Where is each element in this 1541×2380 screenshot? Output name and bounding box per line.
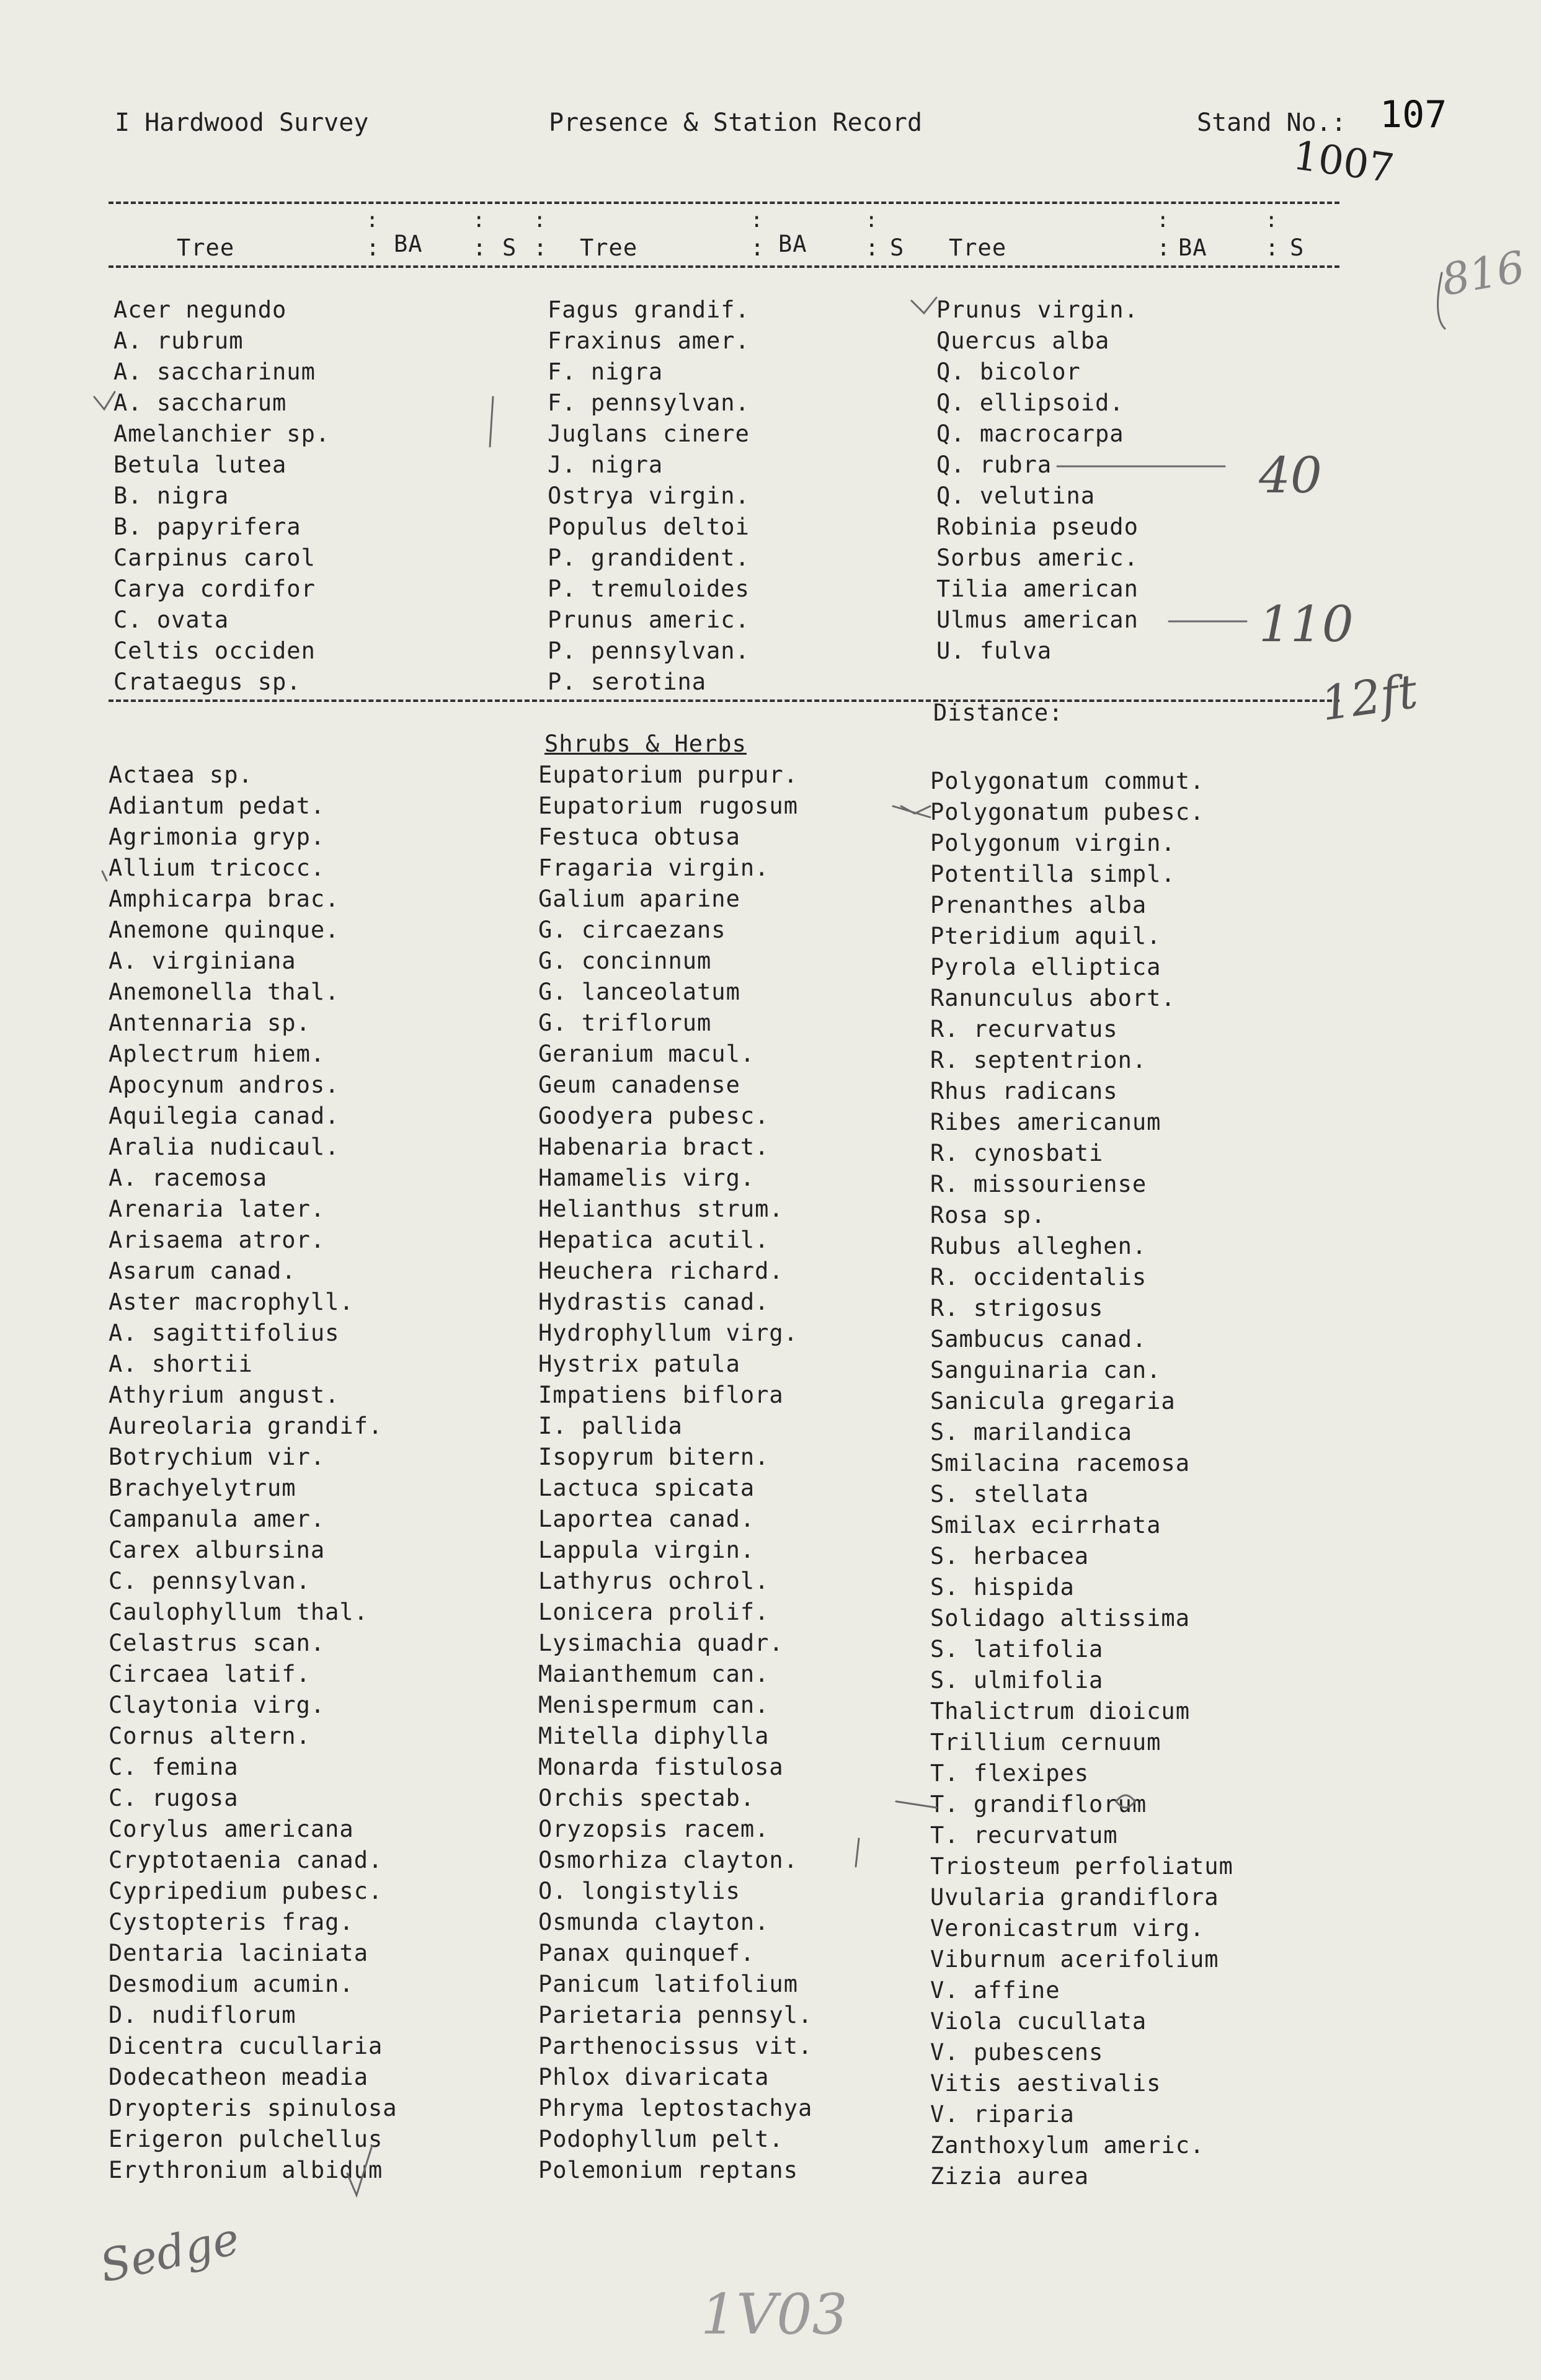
species-entry: P. serotina: [548, 668, 707, 695]
species-entry: C. pennsylvan.: [109, 1568, 311, 1594]
species-entry: R. occidentalis: [930, 1264, 1147, 1290]
species-entry: V. riparia: [930, 2101, 1075, 2128]
species-entry: Cornus altern.: [109, 1723, 311, 1749]
species-entry: Campanula amer.: [109, 1506, 326, 1532]
species-entry: Pteridium aquil.: [930, 923, 1161, 949]
species-entry: Panax quinquef.: [538, 1940, 755, 1966]
species-entry: Dentaria laciniata: [109, 1940, 368, 1966]
species-entry: G. lanceolatum: [538, 979, 740, 1005]
species-entry: G. concinnum: [538, 948, 712, 974]
species-entry: Goodyera pubesc.: [538, 1103, 770, 1129]
species-entry: Laportea canad.: [538, 1506, 755, 1532]
species-entry: Orchis spectab.: [538, 1785, 755, 1811]
species-entry: Polemonium reptans: [538, 2157, 798, 2183]
distance-label: Distance:: [933, 699, 1064, 726]
stand-label: Stand No.:: [1197, 109, 1346, 137]
species-entry: Viola cucullata: [930, 2008, 1147, 2035]
checkmark-prunus: [912, 298, 936, 313]
species-entry: Oryzopsis racem.: [538, 1816, 770, 1842]
bottom-note: 1V03: [701, 2282, 848, 2347]
species-entry: Hydrastis canad.: [538, 1289, 770, 1315]
species-entry: Brachyelytrum: [109, 1475, 296, 1501]
species-entry: Rhus radicans: [930, 1078, 1118, 1104]
species-entry: Asarum canad.: [109, 1258, 296, 1284]
species-entry: C. ovata: [113, 606, 229, 633]
species-entry: Osmorhiza clayton.: [538, 1847, 798, 1873]
species-entry: Geum canadense: [538, 1072, 740, 1098]
species-entry: Betula lutea: [113, 451, 287, 478]
species-entry: Hepatica acutil.: [538, 1227, 770, 1253]
species-entry: Impatiens biflora: [538, 1382, 784, 1408]
species-entry: R. septentrion.: [930, 1047, 1147, 1073]
checkmark-sedge: [347, 2146, 372, 2195]
species-entry: Monarda fistulosa: [538, 1754, 784, 1780]
column-header-tree: Tree: [949, 234, 1007, 261]
species-entry: O. longistylis: [538, 1878, 740, 1904]
species-entry: S. latifolia: [930, 1636, 1104, 1663]
species-entry: G. triflorum: [538, 1010, 712, 1036]
species-entry: Quercus alba: [936, 327, 1110, 354]
species-entry: A. racemosa: [109, 1165, 268, 1191]
species-entry: Aster macrophyll.: [109, 1289, 354, 1315]
species-entry: F. pennsylvan.: [548, 389, 750, 416]
species-entry: Dryopteris spinulosa: [109, 2095, 397, 2121]
species-entry: V. affine: [930, 1977, 1060, 2004]
species-entry: Rosa sp.: [930, 1202, 1046, 1228]
species-entry: Populus deltoi: [548, 513, 750, 540]
species-entry: A. saccharum: [113, 389, 287, 416]
species-entry: R. missouriense: [930, 1171, 1147, 1197]
species-entry: J. nigra: [548, 451, 664, 478]
species-entry: T. recurvatum: [930, 1822, 1118, 1849]
species-entry: Botrychium vir.: [109, 1444, 326, 1470]
species-entry: Geranium macul.: [538, 1041, 755, 1067]
species-entry: Sanguinaria can.: [930, 1357, 1161, 1383]
species-entry: Adiantum pedat.: [109, 793, 326, 819]
species-entry: T. grandiflorum: [930, 1791, 1147, 1818]
species-entry: Tilia american: [936, 575, 1139, 602]
species-entry: Solidago altissima: [930, 1605, 1190, 1632]
species-entry: Arisaema atror.: [109, 1227, 326, 1253]
species-entry: Crataegus sp.: [113, 668, 301, 695]
species-entry: Apocynum andros.: [109, 1072, 340, 1098]
species-entry: Aquilegia canad.: [109, 1103, 340, 1129]
species-entry: Osmunda clayton.: [538, 1909, 770, 1935]
species-entry: A. saccharinum: [113, 358, 316, 385]
species-entry: Erythronium albidum: [109, 2157, 383, 2183]
species-entry: P. grandident.: [548, 544, 750, 571]
species-entry: Mitella diphylla: [538, 1723, 770, 1749]
species-entry: A. shortii: [109, 1351, 253, 1377]
species-entry: Galium aparine: [538, 886, 740, 912]
species-entry: Lysimachia quadr.: [538, 1630, 784, 1656]
species-entry: A. rubrum: [113, 327, 244, 354]
colon-mark: :: [1157, 234, 1171, 261]
species-entry: Caulophyllum thal.: [109, 1599, 368, 1625]
shrubs-heading: Shrubs & Herbs: [544, 730, 747, 757]
species-entry: Smilacina racemosa: [930, 1450, 1190, 1476]
column-header-ba: BA: [394, 231, 423, 257]
species-entry: Triosteum perfoliatum: [930, 1853, 1233, 1880]
species-entry: Panicum latifolium: [538, 1971, 798, 1997]
species-entry: B. papyrifera: [113, 513, 301, 540]
record-title: Presence & Station Record: [549, 109, 923, 137]
species-entry: Fagus grandif.: [548, 296, 750, 323]
species-entry: S. herbacea: [930, 1543, 1090, 1570]
species-entry: S. stellata: [930, 1481, 1090, 1507]
species-entry: Carya cordifor: [113, 575, 316, 602]
colon-mark: :: [533, 208, 546, 233]
pencil-line-grandiflorum: [896, 1801, 936, 1808]
colon-mark: :: [750, 234, 765, 261]
species-entry: G. circaezans: [538, 917, 726, 943]
species-entry: Cypripedium pubesc.: [109, 1878, 383, 1904]
species-entry: Rubus alleghen.: [930, 1233, 1147, 1259]
species-entry: R. recurvatus: [930, 1016, 1118, 1042]
species-entry: Q. macrocarpa: [936, 420, 1124, 447]
colon-mark: :: [1265, 234, 1280, 261]
colon-mark: :: [1157, 208, 1170, 233]
species-entry: Carex albursina: [109, 1537, 326, 1563]
species-entry: Uvularia grandiflora: [930, 1884, 1219, 1911]
tick-mark-osmorhiza: [856, 1839, 859, 1867]
species-entry: Desmodium acumin.: [109, 1971, 354, 1997]
species-entry: S. hispida: [930, 1574, 1075, 1601]
species-entry: Q. bicolor: [936, 358, 1081, 385]
species-entry: Parietaria pennsyl.: [538, 2002, 813, 2028]
species-entry: Amphicarpa brac.: [109, 886, 340, 912]
species-entry: Ulmus american: [936, 606, 1139, 633]
column-header-s: S: [1290, 234, 1305, 261]
species-entry: Viburnum acerifolium: [930, 1946, 1219, 1973]
species-entry: Carpinus carol: [113, 544, 316, 571]
colon-mark: :: [1265, 208, 1278, 233]
species-entry: Dicentra cucullaria: [109, 2033, 383, 2059]
species-entry: Anemonella thal.: [109, 979, 340, 1005]
colon-mark: :: [366, 234, 381, 261]
species-entry: Q. velutina: [936, 482, 1096, 509]
species-entry: Aureolaria grandif.: [109, 1413, 383, 1439]
pencil-circle: [1116, 1795, 1135, 1808]
species-entry: Hydrophyllum virg.: [538, 1320, 798, 1346]
species-entry: Circaea latif.: [109, 1661, 311, 1687]
species-entry: Lonicera prolif.: [538, 1599, 770, 1625]
species-entry: Veronicastrum virg.: [930, 1915, 1205, 1942]
species-entry: A. virginiana: [109, 948, 296, 974]
species-entry: Claytonia virg.: [109, 1692, 326, 1718]
species-entry: Lactuca spicata: [538, 1475, 755, 1501]
species-entry: Acer negundo: [113, 296, 287, 323]
species-entry: Fragaria virgin.: [538, 855, 770, 881]
species-entry: Q. rubra: [936, 451, 1052, 478]
species-entry: Helianthus strum.: [538, 1196, 784, 1222]
species-entry: Podophyllum pelt.: [538, 2126, 784, 2152]
column-header-ba: BA: [778, 231, 807, 257]
species-entry: Sorbus americ.: [936, 544, 1139, 571]
species-entry: Fraxinus amer.: [548, 327, 750, 354]
species-entry: Dodecatheon meadia: [109, 2064, 368, 2090]
species-entry: Phryma leptostachya: [538, 2095, 813, 2121]
species-entry: Actaea sp.: [109, 762, 253, 788]
species-entry: Eupatorium rugosum: [538, 793, 798, 819]
stand-number-handwritten: 1007: [1290, 133, 1397, 192]
species-entry: S. ulmifolia: [930, 1667, 1104, 1694]
species-entry: Cystopteris frag.: [109, 1909, 354, 1935]
species-entry: Cryptotaenia canad.: [109, 1847, 383, 1873]
stand-number: 107: [1380, 93, 1447, 136]
species-entry: Athyrium angust.: [109, 1382, 340, 1408]
species-entry: Polygonatum commut.: [930, 768, 1205, 794]
species-entry: Lappula virgin.: [538, 1537, 755, 1563]
colon-mark: :: [533, 234, 548, 261]
column-header-ba: BA: [1178, 234, 1207, 261]
checkmark-saccharum: [94, 392, 115, 409]
species-entry: R. cynosbati: [930, 1140, 1104, 1166]
species-entry: Celastrus scan.: [109, 1630, 326, 1656]
tick-mark-pennsylvan: [490, 397, 493, 446]
species-entry: Smilax ecirrhata: [930, 1512, 1161, 1539]
species-entry: B. nigra: [113, 482, 229, 509]
species-entry: Potentilla simpl.: [930, 861, 1176, 887]
species-entry: Menispermum can.: [538, 1692, 770, 1718]
species-entry: Trillium cernuum: [930, 1729, 1161, 1756]
species-entry: Zizia aurea: [930, 2163, 1090, 2190]
colon-mark: :: [366, 208, 379, 233]
species-entry: Allium tricocc.: [109, 855, 326, 881]
colon-mark: :: [865, 208, 878, 233]
species-entry: Maianthemum can.: [538, 1661, 770, 1687]
species-entry: Aplectrum hiem.: [109, 1041, 326, 1067]
species-entry: P. tremuloides: [548, 575, 750, 602]
species-entry: Celtis occiden: [113, 637, 316, 664]
species-entry: Ribes americanum: [930, 1109, 1161, 1135]
species-entry: Parthenocissus vit.: [538, 2033, 813, 2059]
species-entry: Lathyrus ochrol.: [538, 1568, 770, 1594]
colon-mark: :: [750, 208, 763, 233]
species-entry: T. flexipes: [930, 1760, 1090, 1787]
species-entry: Antennaria sp.: [109, 1010, 311, 1036]
column-header-s: S: [502, 234, 517, 261]
species-entry: Q. ellipsoid.: [936, 389, 1124, 416]
species-entry: C. rugosa: [109, 1785, 239, 1811]
species-entry: Hamamelis virg.: [538, 1165, 755, 1191]
species-entry: S. marilandica: [930, 1419, 1132, 1445]
sedge-note: Sedge: [95, 2212, 244, 2293]
annotation-40: 40: [1259, 446, 1322, 504]
pencil-dot-allium: [102, 871, 107, 881]
species-entry: Habenaria bract.: [538, 1134, 770, 1160]
species-entry: Aralia nudicaul.: [109, 1134, 340, 1160]
species-entry: Thalictrum dioicum: [930, 1698, 1190, 1725]
species-entry: Erigeron pulchellus: [109, 2126, 383, 2152]
species-entry: Ostrya virgin.: [548, 482, 750, 509]
column-header-s: S: [890, 234, 905, 261]
colon-mark: :: [473, 208, 486, 233]
species-entry: Prunus americ.: [548, 606, 750, 633]
species-entry: Prenanthes alba: [930, 892, 1147, 918]
column-header-tree: Tree: [177, 234, 235, 261]
colon-mark: :: [865, 234, 880, 261]
species-entry: I. pallida: [538, 1413, 683, 1439]
species-entry: Phlox divaricata: [538, 2064, 770, 2090]
species-entry: Eupatorium purpur.: [538, 762, 798, 788]
species-entry: Festuca obtusa: [538, 824, 740, 850]
species-entry: Ranunculus abort.: [930, 985, 1176, 1011]
species-entry: Polygonatum pubesc.: [930, 799, 1205, 825]
species-entry: F. nigra: [548, 358, 664, 385]
species-entry: A. sagittifolius: [109, 1320, 340, 1346]
species-entry: Amelanchier sp.: [113, 420, 331, 447]
species-entry: Isopyrum bitern.: [538, 1444, 770, 1470]
species-entry: Corylus americana: [109, 1816, 354, 1842]
species-entry: P. pennsylvan.: [548, 637, 750, 664]
species-entry: Robinia pseudo: [936, 513, 1139, 540]
species-entry: C. femina: [109, 1754, 239, 1780]
species-entry: Hystrix patula: [538, 1351, 740, 1377]
species-entry: Agrimonia gryp.: [109, 824, 326, 850]
species-entry: Zanthoxylum americ.: [930, 2132, 1205, 2159]
species-entry: Prunus virgin.: [936, 296, 1139, 323]
species-entry: Pyrola elliptica: [930, 954, 1161, 980]
survey-name: I Hardwood Survey: [115, 109, 369, 137]
species-entry: Sambucus canad.: [930, 1326, 1147, 1352]
species-entry: Polygonum virgin.: [930, 830, 1176, 856]
species-entry: U. fulva: [936, 637, 1052, 664]
species-entry: Sanicula gregaria: [930, 1388, 1176, 1414]
column-header-tree: Tree: [580, 234, 638, 261]
species-entry: Arenaria later.: [109, 1196, 326, 1222]
species-entry: Heuchera richard.: [538, 1258, 784, 1284]
species-entry: R. strigosus: [930, 1295, 1104, 1321]
species-entry: D. nudiflorum: [109, 2002, 296, 2028]
species-entry: Anemone quinque.: [109, 917, 340, 943]
annotation-distance: 12ft: [1317, 663, 1421, 732]
species-entry: Juglans cinere: [548, 420, 750, 447]
margin-note: 816: [1437, 241, 1529, 306]
colon-mark: :: [473, 234, 487, 261]
species-entry: V. pubescens: [930, 2039, 1104, 2066]
species-entry: Vitis aestivalis: [930, 2070, 1161, 2097]
annotation-110: 110: [1259, 595, 1354, 653]
